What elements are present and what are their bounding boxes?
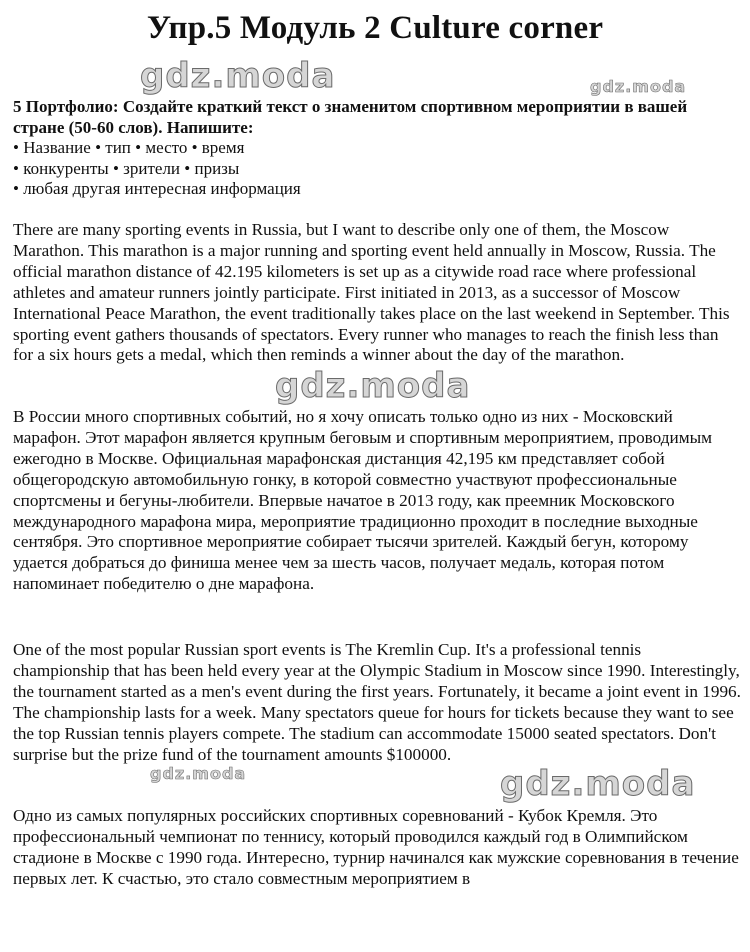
task-bullet: • конкуренты • зрители • призы xyxy=(13,158,240,178)
watermark: gdz.moda xyxy=(150,764,247,783)
watermark: gdz.moda xyxy=(500,764,696,804)
task-block xyxy=(13,97,741,200)
watermark: gdz.moda xyxy=(275,366,471,406)
task-heading: 5 Портфолио: Создайте краткий текст о знаменитом спортивном мероприятии в вашей стране (50-60 слов). Напишите: xyxy=(13,97,688,137)
task-bullet: • Название • тип • место • время xyxy=(13,138,245,158)
paragraph-kremlin-cup-ru: Одно из самых популярных российских спортивных соревнований - Кубок Кремля. Это профессиональный чемпионат по теннису, который проводился каждый год в Олимпийском стадионе в Москве с 1990 года. Интересно, турнир начинался как мужские соревнования в течение первых лет. К счастью, это стало совместным мероприятием в xyxy=(13,806,739,888)
paragraph-moscow-marathon-ru: В России много спортивных событий, но я хочу описать только одно из них - Московский марафон. Этот марафон является крупным беговым и спортивным мероприятием, проводимым ежегодно в Москве. Официальная марафонская дистанция 42,195 км представляет собой общегородскую автомобильную гонку, в которой совместно участвуют профессиональные спортсмены и бегуны-любители. Впервые начатое в 2013 году, как преемник Московского международного марафона мира, мероприятие традиционно проходит в последние выходные сентября. Это спортивное мероприятие собирает тысячи зрителей. Каждый бегун, которому удается добраться до финиша менее чем за шесть часов, получает медаль, которая потом напоминает победителю о дне марафона. xyxy=(13,407,713,594)
watermark: gdz.moda xyxy=(590,77,687,96)
task-bullet: • любая другая интересная информация xyxy=(13,179,301,199)
watermark: gdz.moda xyxy=(140,56,336,96)
paragraph-kremlin-cup-en: One of the most popular Russian sport events is The Kremlin Cup. It's a professional tennis championship that has been held every year at the Olympic Stadium in Moscow since 1990. Interestingly, the tournament started as a men's event during the first years. Fortunately, it became a joint event in 1996. The championship lasts for a week. Many spectators queue for hours for tickets because they want to see the top Russian tennis players compete. The stadium can accommodate 15000 seated spectators. Don't surprise but the prize fund of the tournament amounts $100000. xyxy=(13,640,741,764)
page-title: Упр.5 Модуль 2 Culture corner xyxy=(146,10,604,46)
paragraph-moscow-marathon-en: There are many sporting events in Russia, but I want to describe only one of them, the Moscow Marathon. This marathon is a major running and sporting event held annually in Moscow, Russia. The official marathon distance of 42.195 kilometers is set up as a citywide road race where professional athletes and amateur runners jointly participate. First initiated in 2013, as a successor of Moscow International Peace Marathon, the event traditionally takes place on the last weekend in September. This sporting event gathers thousands of spectators. Every runner who manages to reach the finish less than for a six hours gets a medal, which then reminds a winner about the day of the marathon. xyxy=(13,220,730,365)
